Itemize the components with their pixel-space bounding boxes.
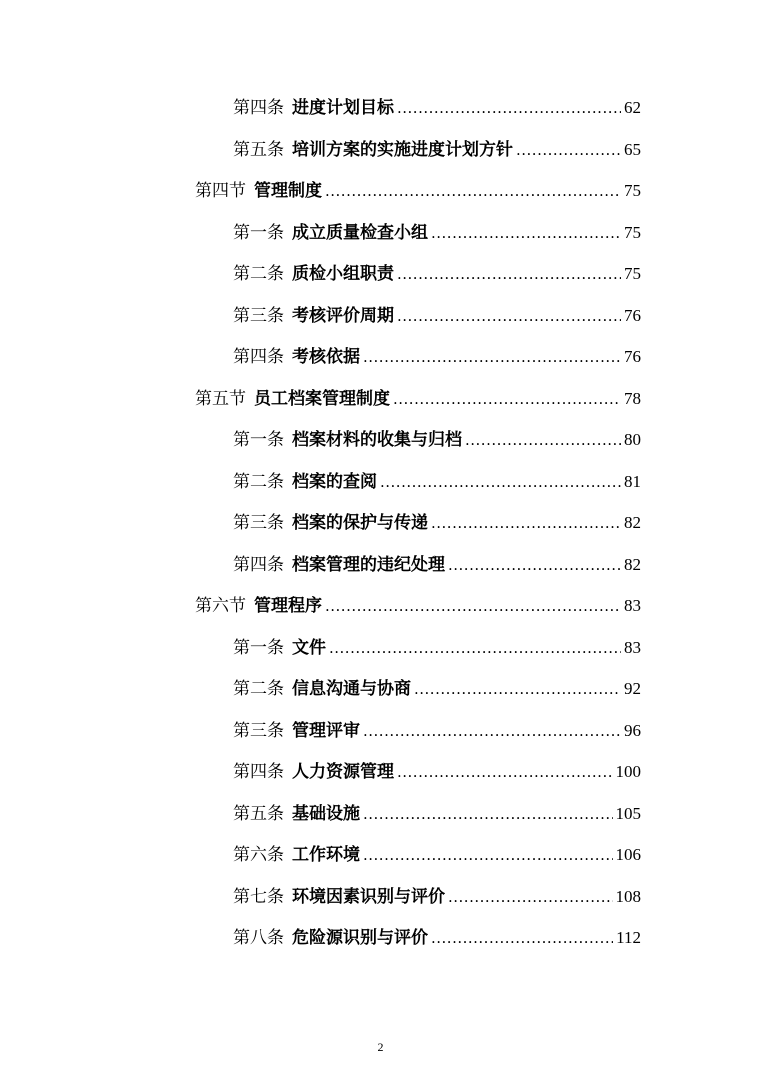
toc-entry-page: 65 — [624, 139, 641, 159]
dot-leader — [448, 883, 613, 911]
toc-entry-page: 83 — [624, 637, 641, 657]
toc-entry[interactable] — [233, 260, 641, 288]
toc-entry-page: 75 — [624, 181, 641, 200]
toc-entry-title: 管理制度 — [254, 181, 322, 201]
toc-entry-number: 第五条 — [233, 139, 284, 160]
toc-entry-number: 第三条 — [233, 305, 284, 326]
dot-leader — [516, 136, 621, 164]
toc-entry-title: 培训方案的实施进度计划方针 — [292, 139, 513, 160]
toc-entry[interactable] — [233, 94, 641, 122]
toc-entry-page: 76 — [624, 347, 641, 366]
toc-entry-number: 第四条 — [233, 554, 284, 575]
toc-entry-number: 第六条 — [233, 845, 284, 865]
toc-entry-number: 第七条 — [233, 886, 284, 907]
toc-entry[interactable] — [233, 841, 641, 869]
toc-entry-title: 档案的保护与传递 — [292, 513, 428, 533]
dot-leader — [363, 717, 621, 745]
toc-entry-page: 96 — [624, 720, 641, 740]
toc-entry[interactable] — [233, 343, 641, 371]
toc-entry-title: 档案材料的收集与归档 — [292, 430, 462, 450]
toc-entry-page: 112 — [616, 928, 641, 947]
dot-leader — [363, 800, 613, 828]
toc-entry-title: 档案的查阅 — [292, 471, 377, 492]
toc-entry-number: 第四节 — [195, 181, 246, 201]
toc-entry-number: 第五节 — [195, 388, 246, 409]
toc-entry-page: 105 — [615, 803, 641, 823]
toc-entry[interactable] — [233, 509, 641, 537]
toc-section-entry[interactable] — [195, 592, 641, 620]
dot-leader — [397, 260, 621, 288]
toc-entry-number: 第二条 — [233, 264, 284, 284]
toc-entry-number: 第一条 — [233, 222, 284, 243]
toc-entry-page: 62 — [624, 98, 641, 117]
toc-entry[interactable] — [233, 426, 641, 454]
toc-entry-page: 75 — [624, 222, 641, 242]
toc-entry-title: 基础设施 — [292, 803, 360, 824]
toc-entry-number: 第四条 — [233, 347, 284, 367]
toc-entry-title: 进度计划目标 — [292, 98, 394, 118]
toc-entry[interactable] — [233, 924, 641, 952]
toc-entry-title: 员工档案管理制度 — [254, 388, 390, 409]
toc-entry-page: 82 — [624, 554, 641, 574]
toc-entry-number: 第四条 — [233, 98, 284, 118]
page-number-footer: 2 — [377, 1040, 384, 1054]
toc-entry-title: 成立质量检查小组 — [292, 222, 428, 243]
toc-entry-title: 考核依据 — [292, 347, 360, 367]
toc-entry-number: 第六节 — [195, 596, 246, 616]
toc-entry[interactable] — [233, 717, 641, 745]
toc-section-entry[interactable] — [195, 385, 641, 413]
toc-entry[interactable] — [233, 758, 641, 786]
dot-leader — [363, 841, 613, 869]
toc-entry-title: 管理评审 — [292, 720, 360, 741]
toc-entry-number: 第一条 — [233, 430, 284, 450]
toc-entry-page: 100 — [615, 762, 641, 781]
toc-entry-title: 危险源识别与评价 — [292, 928, 428, 948]
toc-entry[interactable] — [233, 219, 641, 247]
dot-leader — [393, 385, 621, 413]
toc-entry-page: 81 — [624, 471, 641, 491]
toc-entry-page: 75 — [624, 264, 641, 283]
dot-leader — [325, 177, 621, 205]
toc-entry-number: 第一条 — [233, 637, 284, 658]
toc-entry-number: 第八条 — [233, 928, 284, 948]
dot-leader — [431, 219, 621, 247]
dot-leader — [363, 343, 621, 371]
toc-entry[interactable] — [233, 883, 641, 911]
toc-entry-number: 第三条 — [233, 720, 284, 741]
toc-entry[interactable] — [233, 302, 641, 330]
toc-entry-number: 第五条 — [233, 803, 284, 824]
toc-entry-title: 文件 — [292, 637, 326, 658]
toc-entry-number: 第三条 — [233, 513, 284, 533]
dot-leader — [329, 634, 621, 662]
toc-entry-page: 82 — [624, 513, 641, 532]
toc-entry-page: 92 — [624, 679, 641, 698]
toc-entry-page: 76 — [624, 305, 641, 325]
dot-leader — [431, 509, 621, 537]
toc-entry-title: 工作环境 — [292, 845, 360, 865]
toc-entry-page: 78 — [624, 388, 641, 408]
toc-entry[interactable] — [233, 468, 641, 496]
toc-entry-title: 考核评价周期 — [292, 305, 394, 326]
toc-entry-title: 环境因素识别与评价 — [292, 886, 445, 907]
toc-entry-title: 质检小组职责 — [292, 264, 394, 284]
toc-entry-title: 管理程序 — [254, 596, 322, 616]
toc-entry-title: 档案管理的违纪处理 — [292, 554, 445, 575]
toc-entry-page: 108 — [615, 886, 641, 906]
toc-entry-number: 第二条 — [233, 471, 284, 492]
toc-section-entry[interactable] — [195, 177, 641, 205]
dot-leader — [325, 592, 621, 620]
toc-entry-title: 信息沟通与协商 — [292, 679, 411, 699]
toc-entry-number: 第二条 — [233, 679, 284, 699]
toc-entry[interactable] — [233, 675, 641, 703]
toc-entry-page: 80 — [624, 430, 641, 449]
dot-leader — [465, 426, 621, 454]
toc-entry-page: 83 — [624, 596, 641, 615]
dot-leader — [414, 675, 621, 703]
dot-leader — [380, 468, 621, 496]
toc-entry-title: 人力资源管理 — [292, 762, 394, 782]
toc-entry-number: 第四条 — [233, 762, 284, 782]
toc-entry[interactable] — [233, 800, 641, 828]
toc-entry[interactable] — [233, 551, 641, 579]
toc-entry-page: 106 — [615, 845, 641, 864]
toc-entry[interactable] — [233, 634, 641, 662]
dot-leader — [431, 924, 613, 952]
dot-leader — [397, 302, 621, 330]
dot-leader — [397, 758, 613, 786]
toc-entry[interactable] — [233, 136, 641, 164]
dot-leader — [397, 94, 621, 122]
dot-leader — [448, 551, 621, 579]
